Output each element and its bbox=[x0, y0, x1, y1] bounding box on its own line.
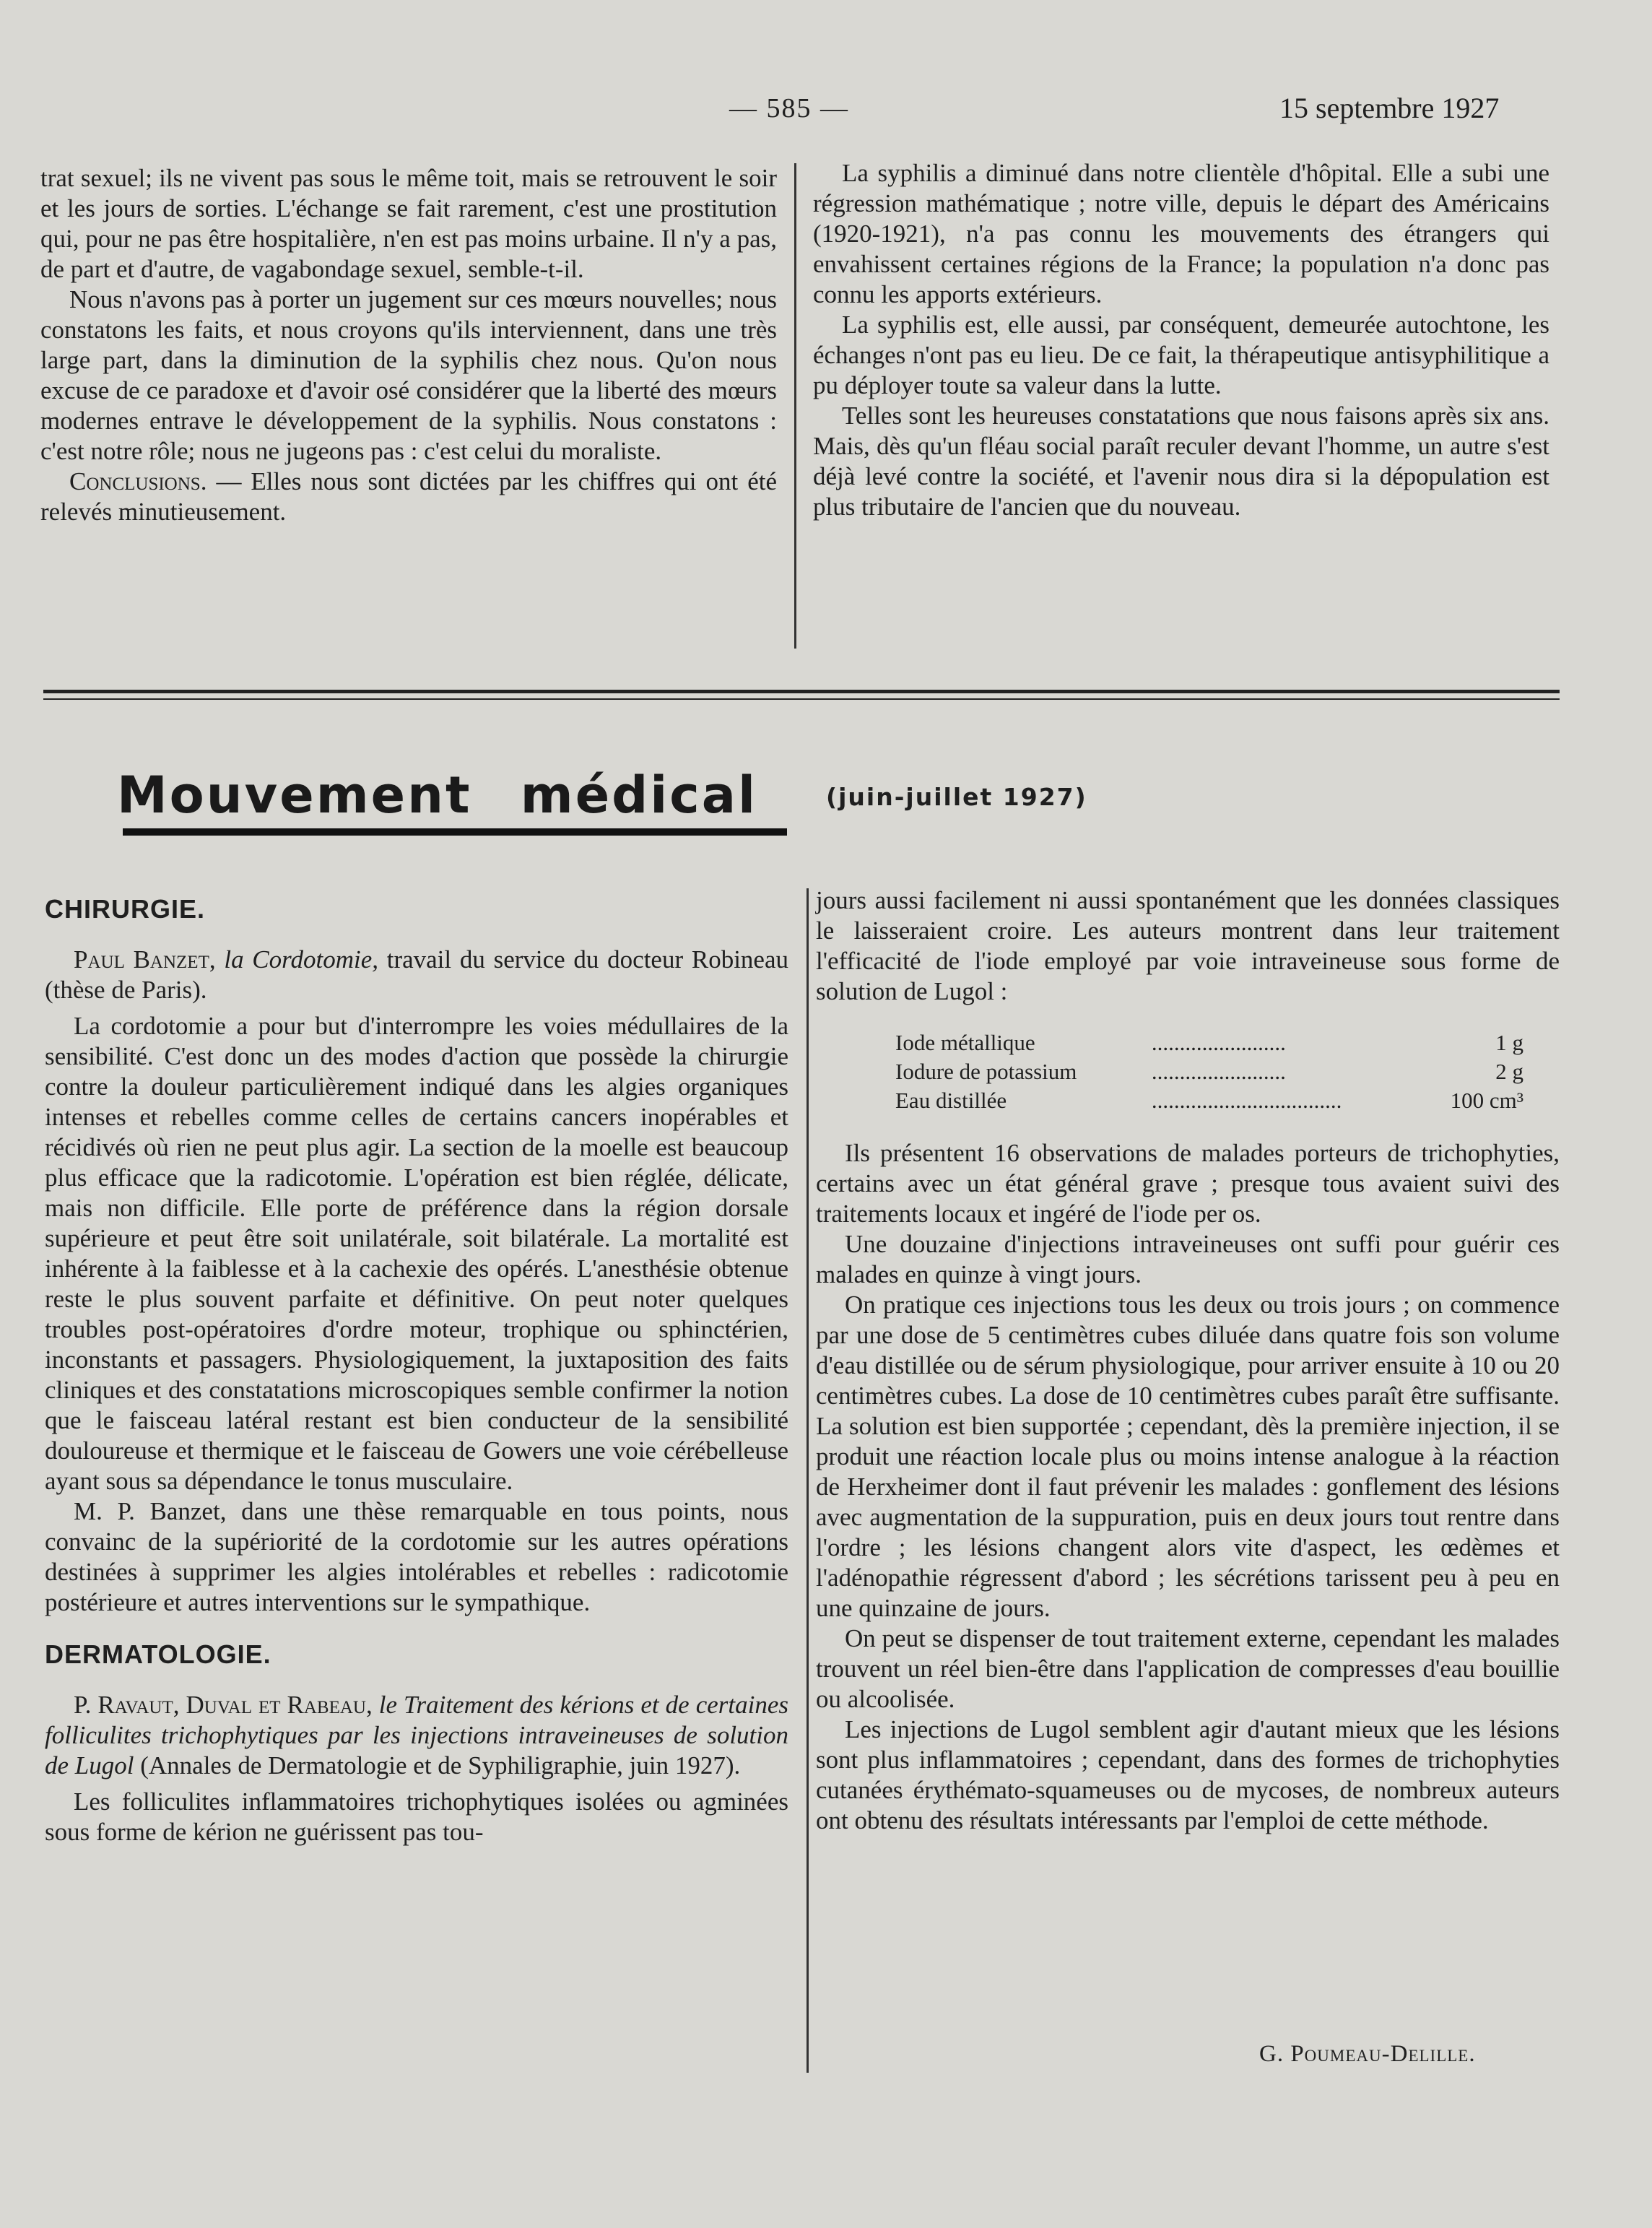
leader-dots: ........................ bbox=[1151, 1059, 1286, 1084]
lower-right-column-intro bbox=[816, 885, 1560, 1007]
paragraph: Une douzaine d'injections intraveineuses ont suffi pour guérir ces malades en quinze à vingt jours. bbox=[816, 1230, 1560, 1288]
page-number: — 585 — bbox=[729, 93, 849, 123]
leader-dots: ........................ bbox=[1151, 1030, 1286, 1055]
column-divider bbox=[807, 888, 809, 2073]
conclusions-paragraph bbox=[40, 467, 777, 527]
table-row bbox=[895, 1057, 1523, 1086]
reference-authors: P. Ravaut, Duval et Rabeau, bbox=[74, 1691, 373, 1719]
top-left-column bbox=[40, 163, 777, 527]
paragraph: M. P. Banzet, dans une thèse remarquable en tous points, nous convainc de la supériorité de la cordotomie sur les autres opérations destinées à supprimer les algies intolérables et rebelles : radicotomie postérieure et autres interventions sur le sympathique. bbox=[45, 1497, 788, 1616]
ingredient-name: Iodure de potassium bbox=[895, 1059, 1077, 1084]
paragraph: Les injections de Lugol semblent agir d'autant mieux que les lésions sont plus inflammatoires ; cependant, dans des formes de trichophyties cutanées érythémato-squameuses ou de mycoses, de nombreux auteurs ont obtenu des résultats intéressants par l'emploi de cette méthode. bbox=[816, 1715, 1560, 1834]
paragraph: Nous n'avons pas à porter un jugement sur ces mœurs nouvelles; nous constatons les faits, et nous croyons qu'ils interviennent, dans une très large part, dans la diminution de la syphilis chez nous. Qu'on nous excuse de ce paradoxe et d'avoir osé considérer que la liberté des mœurs modernes entrave le développement de la syphilis. Nous constatons : c'est notre rôle; nous ne jugeons pas : c'est celui du moraliste. bbox=[40, 285, 777, 465]
section-subtitle: (juin-juillet 1927) bbox=[826, 783, 1087, 811]
conclusions-text: — Elles nous sont dictées par les chiffres qui ont été relevés minutieusement. bbox=[40, 467, 777, 526]
reference-title: le Traitement des kérions et de certaines folliculites trichophytiques par les injections intraveineuses de solution de Lugol bbox=[45, 1691, 788, 1780]
column-divider bbox=[794, 163, 796, 649]
conclusions-label: Conclusions. bbox=[69, 467, 207, 495]
reference-details: travail du service du docteur Robineau (thèse de Paris). bbox=[45, 945, 788, 1004]
paragraph: trat sexuel; ils ne vivent pas sous le même toit, mais se retrouvent le soir et les jours de sorties. L'échange se fait rarement, c'est une prostitution qui, pour ne pas être hospitalière, n'en est pas moins urbaine. Il n'y a pas, de part et d'autre, de vagabondage sexuel, semble-t-il. bbox=[40, 164, 777, 283]
issue-date: 15 septembre 1927 bbox=[1279, 92, 1500, 124]
table-row bbox=[895, 1086, 1523, 1115]
paragraph: La syphilis est, elle aussi, par conséquent, demeurée autochtone, les échanges n'ont pas eu lieu. De ce fait, la thérapeutique antisyphilitique a pu déployer toute sa valeur dans la lutte. bbox=[813, 311, 1549, 399]
chirurgie-heading: CHIRURGIE. bbox=[45, 894, 206, 924]
paragraph: On pratique ces injections tous les deux ou trois jours ; on commence par une dose de 5 centimètres cubes diluée dans quatre fois son volume d'eau distillée ou de sérum physiologique, pour arriver ensuite à 10 ou 20 centimètres cubes. La dose de 10 centimètres cubes paraît être suffisante. La solution est bien supportée ; cependant, dès la première injection, il se produit une réaction locale plus ou moins intense analogue à la réaction de Herxheimer dont il faut prévenir les malades : gonflement des lésions avec augmentation de la suppuration, puis en deux jours tout rentre dans l'ordre ; les lésions changent alors vite d'aspect, les œdèmes et l'adénopathie régressent d'abord ; les sécrétions tarissent peu à peu en une quinzaine de jours. bbox=[816, 1291, 1560, 1622]
lower-left-column bbox=[45, 894, 788, 1847]
ingredient-name: Iode métallique bbox=[895, 1030, 1035, 1055]
reference-title: la Cordotomie, bbox=[215, 945, 378, 974]
paragraph: jours aussi facilement ni aussi spontanément que les données classiques le laisseraient croire. Les auteurs montrent dans leur traitement l'efficacité de l'iode employé par voie intraveineuse sous forme de solution de Lugol : bbox=[816, 886, 1560, 1005]
ingredient-quantity: 2 g bbox=[1495, 1059, 1523, 1084]
reference-author: Paul Banzet, bbox=[74, 945, 216, 974]
dermatologie-reference bbox=[45, 1690, 788, 1781]
title-underline bbox=[123, 828, 787, 836]
top-right-column bbox=[813, 158, 1549, 522]
table-row bbox=[895, 1028, 1523, 1057]
reference-details: (Annales de Dermatologie et de Syphiligraphie, juin 1927). bbox=[134, 1751, 741, 1780]
paragraph: Les folliculites inflammatoires trichophytiques isolées ou agminées sous forme de kérion ne guérissent pas tou- bbox=[45, 1787, 788, 1846]
paragraph: La cordotomie a pour but d'interrompre les voies médullaires de la sensibilité. C'est donc un des modes d'action que possède la chirurgie contre la douleur particulièrement indiqué dans les algies organiques intenses et rebelles comme celles de certains cancers inopérables et récidivés où rien ne peut plus agir. La section de la moelle est beaucoup plus efficace que la radicotomie. L'opération est bien réglée, délicate, mais non difficile. Elle porte de préférence dans la région dorsale supérieure et peut être soit unilatérale, soit bilatérale. La mortalité est inhérente à la faiblesse et à la cachexie des opérés. L'anesthésie obtenue reste le plus souvent parfaite et définitive. On peut noter quelques troubles post-opératoires d'ordre moteur, trophique ou sphinctérien, inconstants et passagers. Physiologiquement, la juxtaposition des faits cliniques et des constatations microscopiques semble confirmer la notion que le faisceau latéral restant est bien conducteur de la sensibilité douloureuse et thermique et le faisceau de Gowers une voie cérébelleuse ayant sous sa dépendance le tonus musculaire. bbox=[45, 1012, 788, 1495]
paragraph: On peut se dispenser de tout traitement externe, cependant les malades trouvent un réel bien-être dans l'application de compresses d'eau bouillie ou alcoolisée. bbox=[816, 1624, 1560, 1713]
chirurgie-reference bbox=[45, 945, 788, 1005]
paragraph: Ils présentent 16 observations de malades porteurs de trichophyties, certains avec un état général grave ; presque tous avaient suivi des traitements locaux et ingéré de l'iode per os. bbox=[816, 1139, 1560, 1228]
ingredient-quantity: 100 cm³ bbox=[1450, 1088, 1523, 1113]
lugol-formula-table bbox=[895, 1028, 1523, 1115]
author-signature: G. Poumeau-Delille. bbox=[1259, 2041, 1476, 2067]
section-separator-thin bbox=[43, 698, 1560, 700]
lower-right-column bbox=[816, 1138, 1560, 1836]
paragraph: Telles sont les heureuses constatations que nous faisons après six ans. Mais, dès qu'un fléau social paraît reculer devant l'homme, un autre s'est déjà levé contre la société, et l'avenir nous dira si la dépopulation est plus tributaire de l'ancien que du nouveau. bbox=[813, 402, 1549, 521]
ingredient-name: Eau distillée bbox=[895, 1088, 1007, 1113]
section-title: Mouvement médical bbox=[117, 766, 758, 825]
ingredient-quantity: 1 g bbox=[1495, 1030, 1523, 1055]
dermatologie-heading: DERMATOLOGIE. bbox=[45, 1639, 271, 1669]
leader-dots: .................................. bbox=[1151, 1088, 1342, 1113]
paragraph: La syphilis a diminué dans notre clientèle d'hôpital. Elle a subi une régression mathématique ; notre ville, depuis le départ des Américains (1920-1921), n'a pas connu les mouvements des étrangers qui envahissent certaines régions de la France; la population n'a donc pas connu les apports extérieurs. bbox=[813, 159, 1549, 308]
section-separator-thick bbox=[43, 690, 1560, 693]
